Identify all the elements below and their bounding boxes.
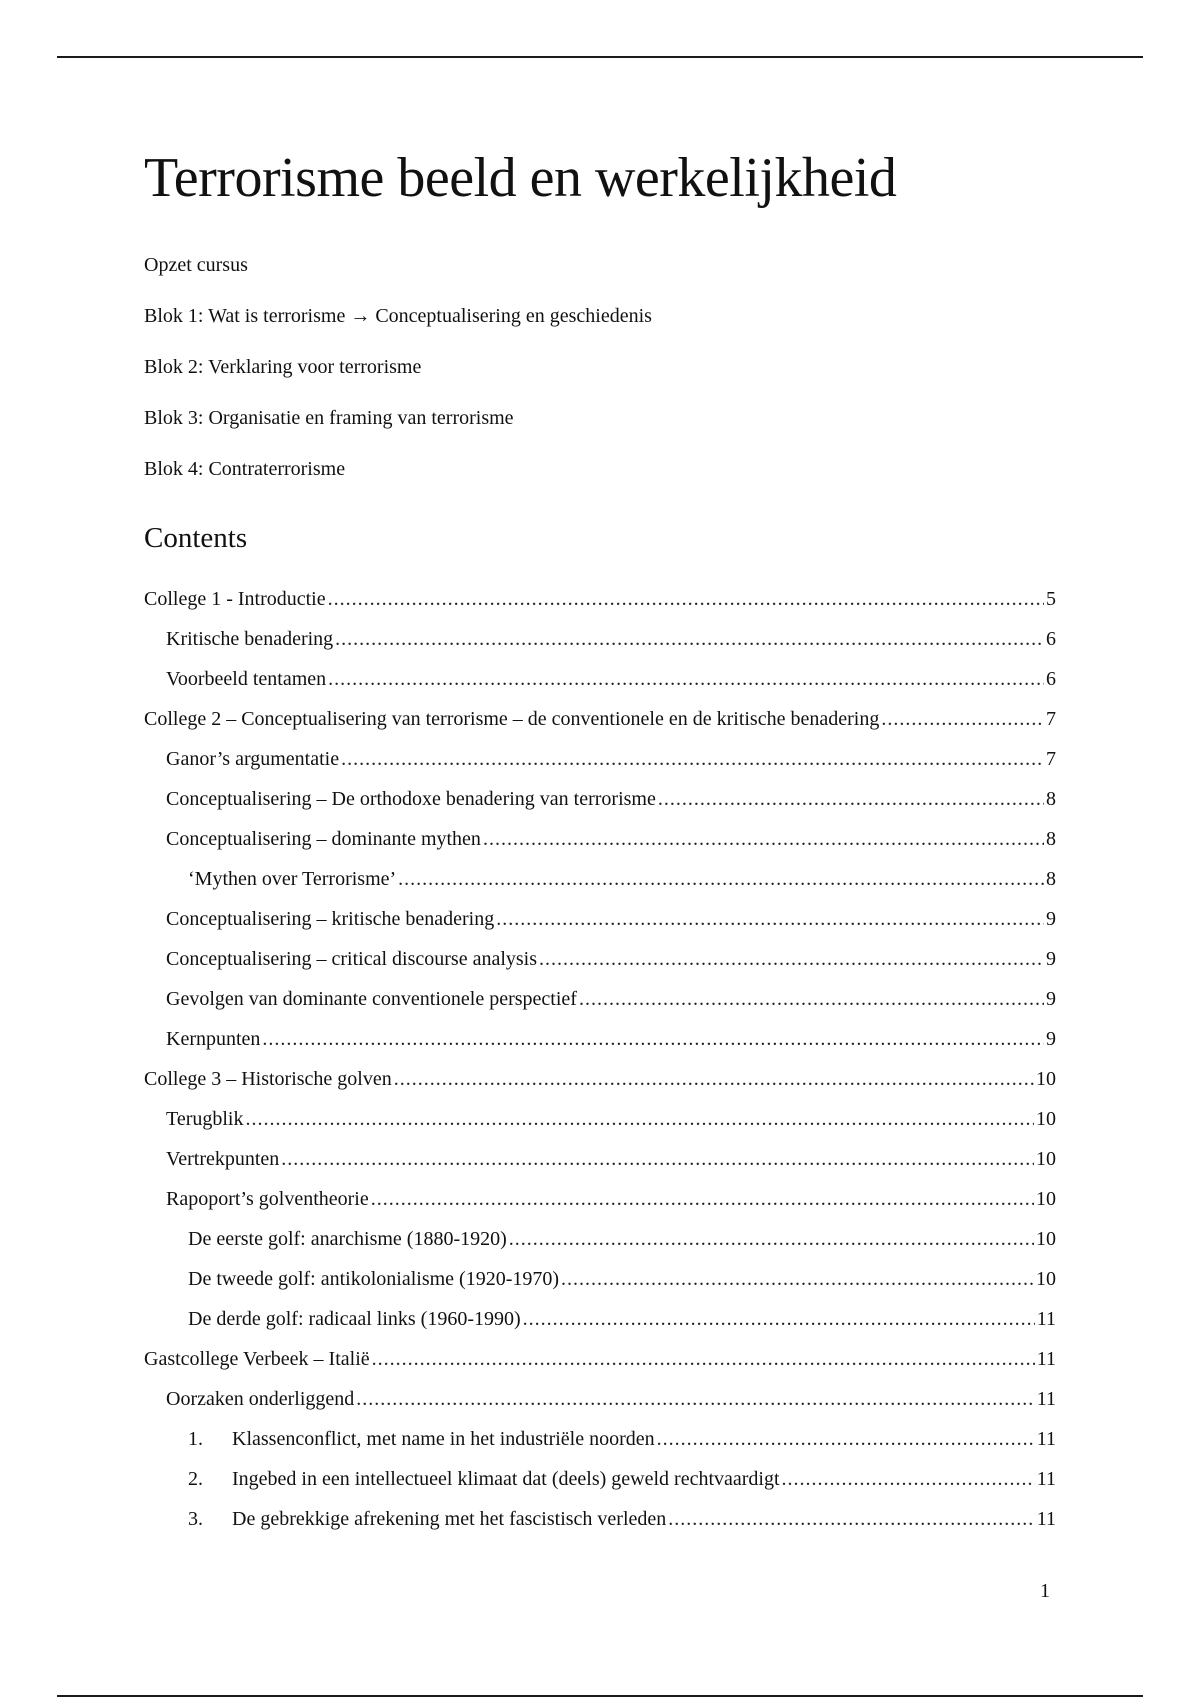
toc-entry-title: Klassenconflict, met name in het industriële noorden — [232, 1428, 655, 1450]
toc-page-number: 5 — [1046, 588, 1056, 610]
toc-entry-title: Terugblik — [166, 1108, 244, 1130]
toc-entry[interactable] — [144, 784, 1056, 824]
outline-item-blok-4: Blok 4: Contraterrorisme — [144, 458, 346, 480]
toc-entry[interactable] — [144, 1184, 1056, 1224]
toc-leader-dots — [371, 1184, 1034, 1214]
toc-page-number: 8 — [1046, 788, 1056, 810]
toc-entry[interactable] — [144, 1384, 1056, 1424]
toc-entry[interactable] — [144, 664, 1056, 704]
toc-entry-title: De tweede golf: antikolonialisme (1920-1970) — [188, 1268, 560, 1290]
toc-entry[interactable] — [144, 1144, 1056, 1184]
toc-entry[interactable] — [144, 624, 1056, 664]
toc-leader-dots — [509, 1224, 1034, 1254]
toc-entry[interactable] — [144, 1104, 1056, 1144]
table-of-contents — [144, 584, 1056, 1544]
page-number: 1 — [1040, 1580, 1050, 1602]
outline-item-blok-3: Blok 3: Organisatie en framing van terrorisme — [144, 407, 514, 429]
toc-entry[interactable] — [144, 1424, 1056, 1464]
toc-page-number: 10 — [1036, 1108, 1056, 1130]
outline-item-blok-1: Blok 1: Wat is terrorisme → Conceptualisering en geschiedenis — [144, 305, 652, 327]
toc-leader-dots — [328, 584, 1044, 614]
toc-leader-dots — [539, 944, 1044, 974]
toc-page-number: 7 — [1046, 708, 1056, 730]
toc-entry-title: Conceptualisering – kritische benadering — [166, 908, 495, 930]
toc-entry[interactable] — [144, 1304, 1056, 1344]
toc-entry[interactable] — [144, 704, 1056, 744]
document-title: Terrorisme beeld en werkelijkheid — [144, 147, 897, 209]
toc-leader-dots — [579, 984, 1044, 1014]
toc-entry[interactable] — [144, 744, 1056, 784]
toc-leader-dots — [341, 744, 1044, 774]
toc-page-number: 6 — [1046, 628, 1056, 650]
toc-page-number: 11 — [1036, 1468, 1056, 1490]
toc-entry[interactable] — [144, 1344, 1056, 1384]
toc-entry-title: De derde golf: radicaal links (1960-1990) — [188, 1308, 521, 1330]
toc-leader-dots — [372, 1344, 1035, 1374]
toc-entry-title: College 3 – Historische golven — [144, 1068, 392, 1090]
toc-page-number: 11 — [1036, 1348, 1056, 1370]
toc-list-number: 1. — [188, 1428, 203, 1450]
toc-page-number: 10 — [1036, 1228, 1056, 1250]
toc-entry[interactable] — [144, 824, 1056, 864]
toc-list-number: 3. — [188, 1508, 203, 1530]
toc-leader-dots — [262, 1024, 1044, 1054]
toc-leader-dots — [881, 704, 1044, 734]
toc-leader-dots — [245, 1104, 1034, 1134]
contents-heading: Contents — [144, 522, 248, 554]
toc-entry-title: Gastcollege Verbeek – Italië — [144, 1348, 370, 1370]
toc-entry-title: Voorbeeld tentamen — [166, 668, 327, 690]
toc-list-number: 2. — [188, 1468, 203, 1490]
toc-entry-title: Ganor’s argumentatie — [166, 748, 340, 770]
toc-entry-title: Vertrekpunten — [166, 1148, 280, 1170]
toc-page-number: 8 — [1046, 828, 1056, 850]
toc-entry[interactable] — [144, 904, 1056, 944]
toc-leader-dots — [281, 1144, 1034, 1174]
toc-entry-title: Rapoport’s golventheorie — [166, 1188, 369, 1210]
toc-leader-dots — [657, 1424, 1035, 1454]
toc-entry[interactable] — [144, 1264, 1056, 1304]
toc-page-number: 8 — [1046, 868, 1056, 890]
toc-page-number: 10 — [1036, 1188, 1056, 1210]
toc-entry-title: Conceptualisering – dominante mythen — [166, 828, 481, 850]
toc-entry-title: Gevolgen van dominante conventionele perspectief — [166, 988, 577, 1010]
toc-leader-dots — [356, 1384, 1034, 1414]
toc-entry-title: ‘Mythen over Terrorisme’ — [188, 868, 397, 890]
toc-entry-title: Conceptualisering – critical discourse analysis — [166, 948, 538, 970]
toc-page-number: 11 — [1036, 1388, 1056, 1410]
toc-page-number: 11 — [1036, 1508, 1056, 1530]
toc-entry[interactable] — [144, 1024, 1056, 1064]
toc-page-number: 9 — [1046, 988, 1056, 1010]
toc-entry[interactable] — [144, 584, 1056, 624]
toc-entry-title: Conceptualisering – De orthodoxe benadering van terrorisme — [166, 788, 656, 810]
toc-entry-title: De gebrekkige afrekening met het fascistisch verleden — [232, 1508, 667, 1530]
outline-heading: Opzet cursus — [144, 254, 248, 276]
toc-leader-dots — [328, 664, 1044, 694]
toc-entry[interactable] — [144, 984, 1056, 1024]
toc-entry[interactable] — [144, 944, 1056, 984]
toc-leader-dots — [658, 784, 1044, 814]
toc-entry-title: College 2 – Conceptualisering van terrorisme – de conventionele en de kritische benadering — [144, 708, 880, 730]
toc-entry[interactable] — [144, 1504, 1056, 1544]
toc-entry-title: De eerste golf: anarchisme (1880-1920) — [188, 1228, 507, 1250]
outline-item-blok-2: Blok 2: Verklaring voor terrorisme — [144, 356, 422, 378]
toc-page-number: 6 — [1046, 668, 1056, 690]
toc-leader-dots — [335, 624, 1044, 654]
toc-entry[interactable] — [144, 864, 1056, 904]
toc-entry[interactable] — [144, 1064, 1056, 1104]
toc-page-number: 10 — [1036, 1268, 1056, 1290]
toc-page-number: 11 — [1036, 1308, 1056, 1330]
toc-entry[interactable] — [144, 1464, 1056, 1504]
toc-page-number: 10 — [1036, 1148, 1056, 1170]
toc-page-number: 7 — [1046, 748, 1056, 770]
toc-leader-dots — [496, 904, 1044, 934]
toc-page-number: 11 — [1036, 1428, 1056, 1450]
toc-entry-title: Oorzaken onderliggend — [166, 1388, 355, 1410]
toc-page-number: 9 — [1046, 948, 1056, 970]
toc-leader-dots — [523, 1304, 1035, 1334]
toc-leader-dots — [782, 1464, 1035, 1494]
toc-leader-dots — [394, 1064, 1034, 1094]
toc-entry-title: College 1 - Introductie — [144, 588, 326, 610]
toc-entry[interactable] — [144, 1224, 1056, 1264]
toc-page-number: 9 — [1046, 1028, 1056, 1050]
toc-leader-dots — [561, 1264, 1034, 1294]
toc-entry-title: Kernpunten — [166, 1028, 261, 1050]
course-outline — [144, 250, 1056, 505]
toc-page-number: 10 — [1036, 1068, 1056, 1090]
header-rule — [57, 56, 1143, 58]
toc-leader-dots — [483, 824, 1044, 854]
toc-entry-title: Kritische benadering — [166, 628, 334, 650]
toc-entry-title: Ingebed in een intellectueel klimaat dat (deels) geweld rechtvaardigt — [232, 1468, 780, 1490]
toc-leader-dots — [398, 864, 1044, 894]
footer-rule — [57, 1695, 1143, 1697]
toc-page-number: 9 — [1046, 908, 1056, 930]
toc-leader-dots — [668, 1504, 1034, 1534]
